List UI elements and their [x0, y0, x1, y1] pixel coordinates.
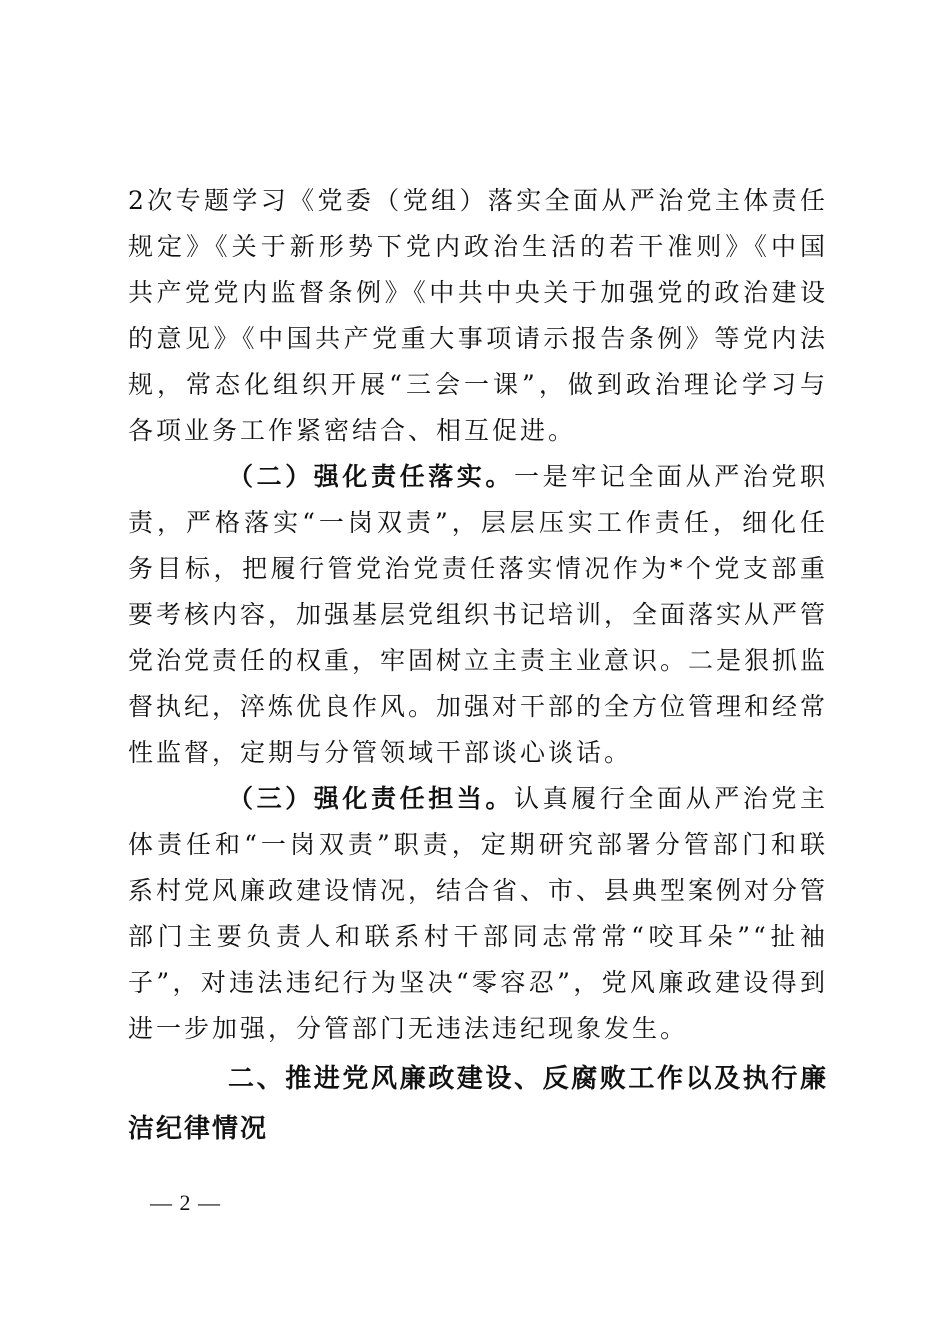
subheading-responsibility-implementation: （二）强化责任落实。	[228, 462, 514, 491]
subheading-responsibility-commitment: （三）强化责任担当。	[228, 784, 514, 813]
page-number: — 2 —	[150, 1190, 221, 1215]
paragraph-responsibility-implementation	[128, 454, 828, 776]
paragraph-responsibility-implementation-text: 一是牢记全面从严治党职责，严格落实“一岗双责”，层层压实工作责任，细化任务目标，把履行管党治党责任落实情况作为*个党支部重要考核内容，加强基层党组织书记培训，全面落实从严管党治党责任的权重，牢固树立主责主业意识。二是狠抓监督执纪，淬炼优良作风。加强对干部的全方位管理和经常性监督，定期与分管领域干部谈心谈话。	[128, 462, 829, 767]
section-heading-two: 二、推进党风廉政建设、反腐败工作以及执行廉洁纪律情况	[128, 1064, 828, 1144]
paragraph-responsibility-commitment-text: 认真履行全面从严治党主体责任和“一岗双责”职责，定期研究部署分管部门和联系村党风廉政建设情况，结合省、市、县典型案例对分管部门主要负责人和联系村干部同志常常“咬耳朵”“扯袖子”，对违法违纪行为坚决“零容忍”，党风廉政建设得到进一步加强，分管部门无违法违纪现象发生。	[128, 784, 829, 1043]
paragraph-study: 2次专题学习《党委（党组）落实全面从严治党主体责任规定》《关于新形势下党内政治生活的若干准则》《中国共产党党内监督条例》《中共中央关于加强党的政治建设的意见》《中国共产党重大事项请示报告条例》等党内法规，常态化组织开展“三会一课”，做到政治理论学习与各项业务工作紧密结合、相互促进。	[128, 186, 828, 445]
paragraph-responsibility-commitment	[128, 776, 828, 1052]
